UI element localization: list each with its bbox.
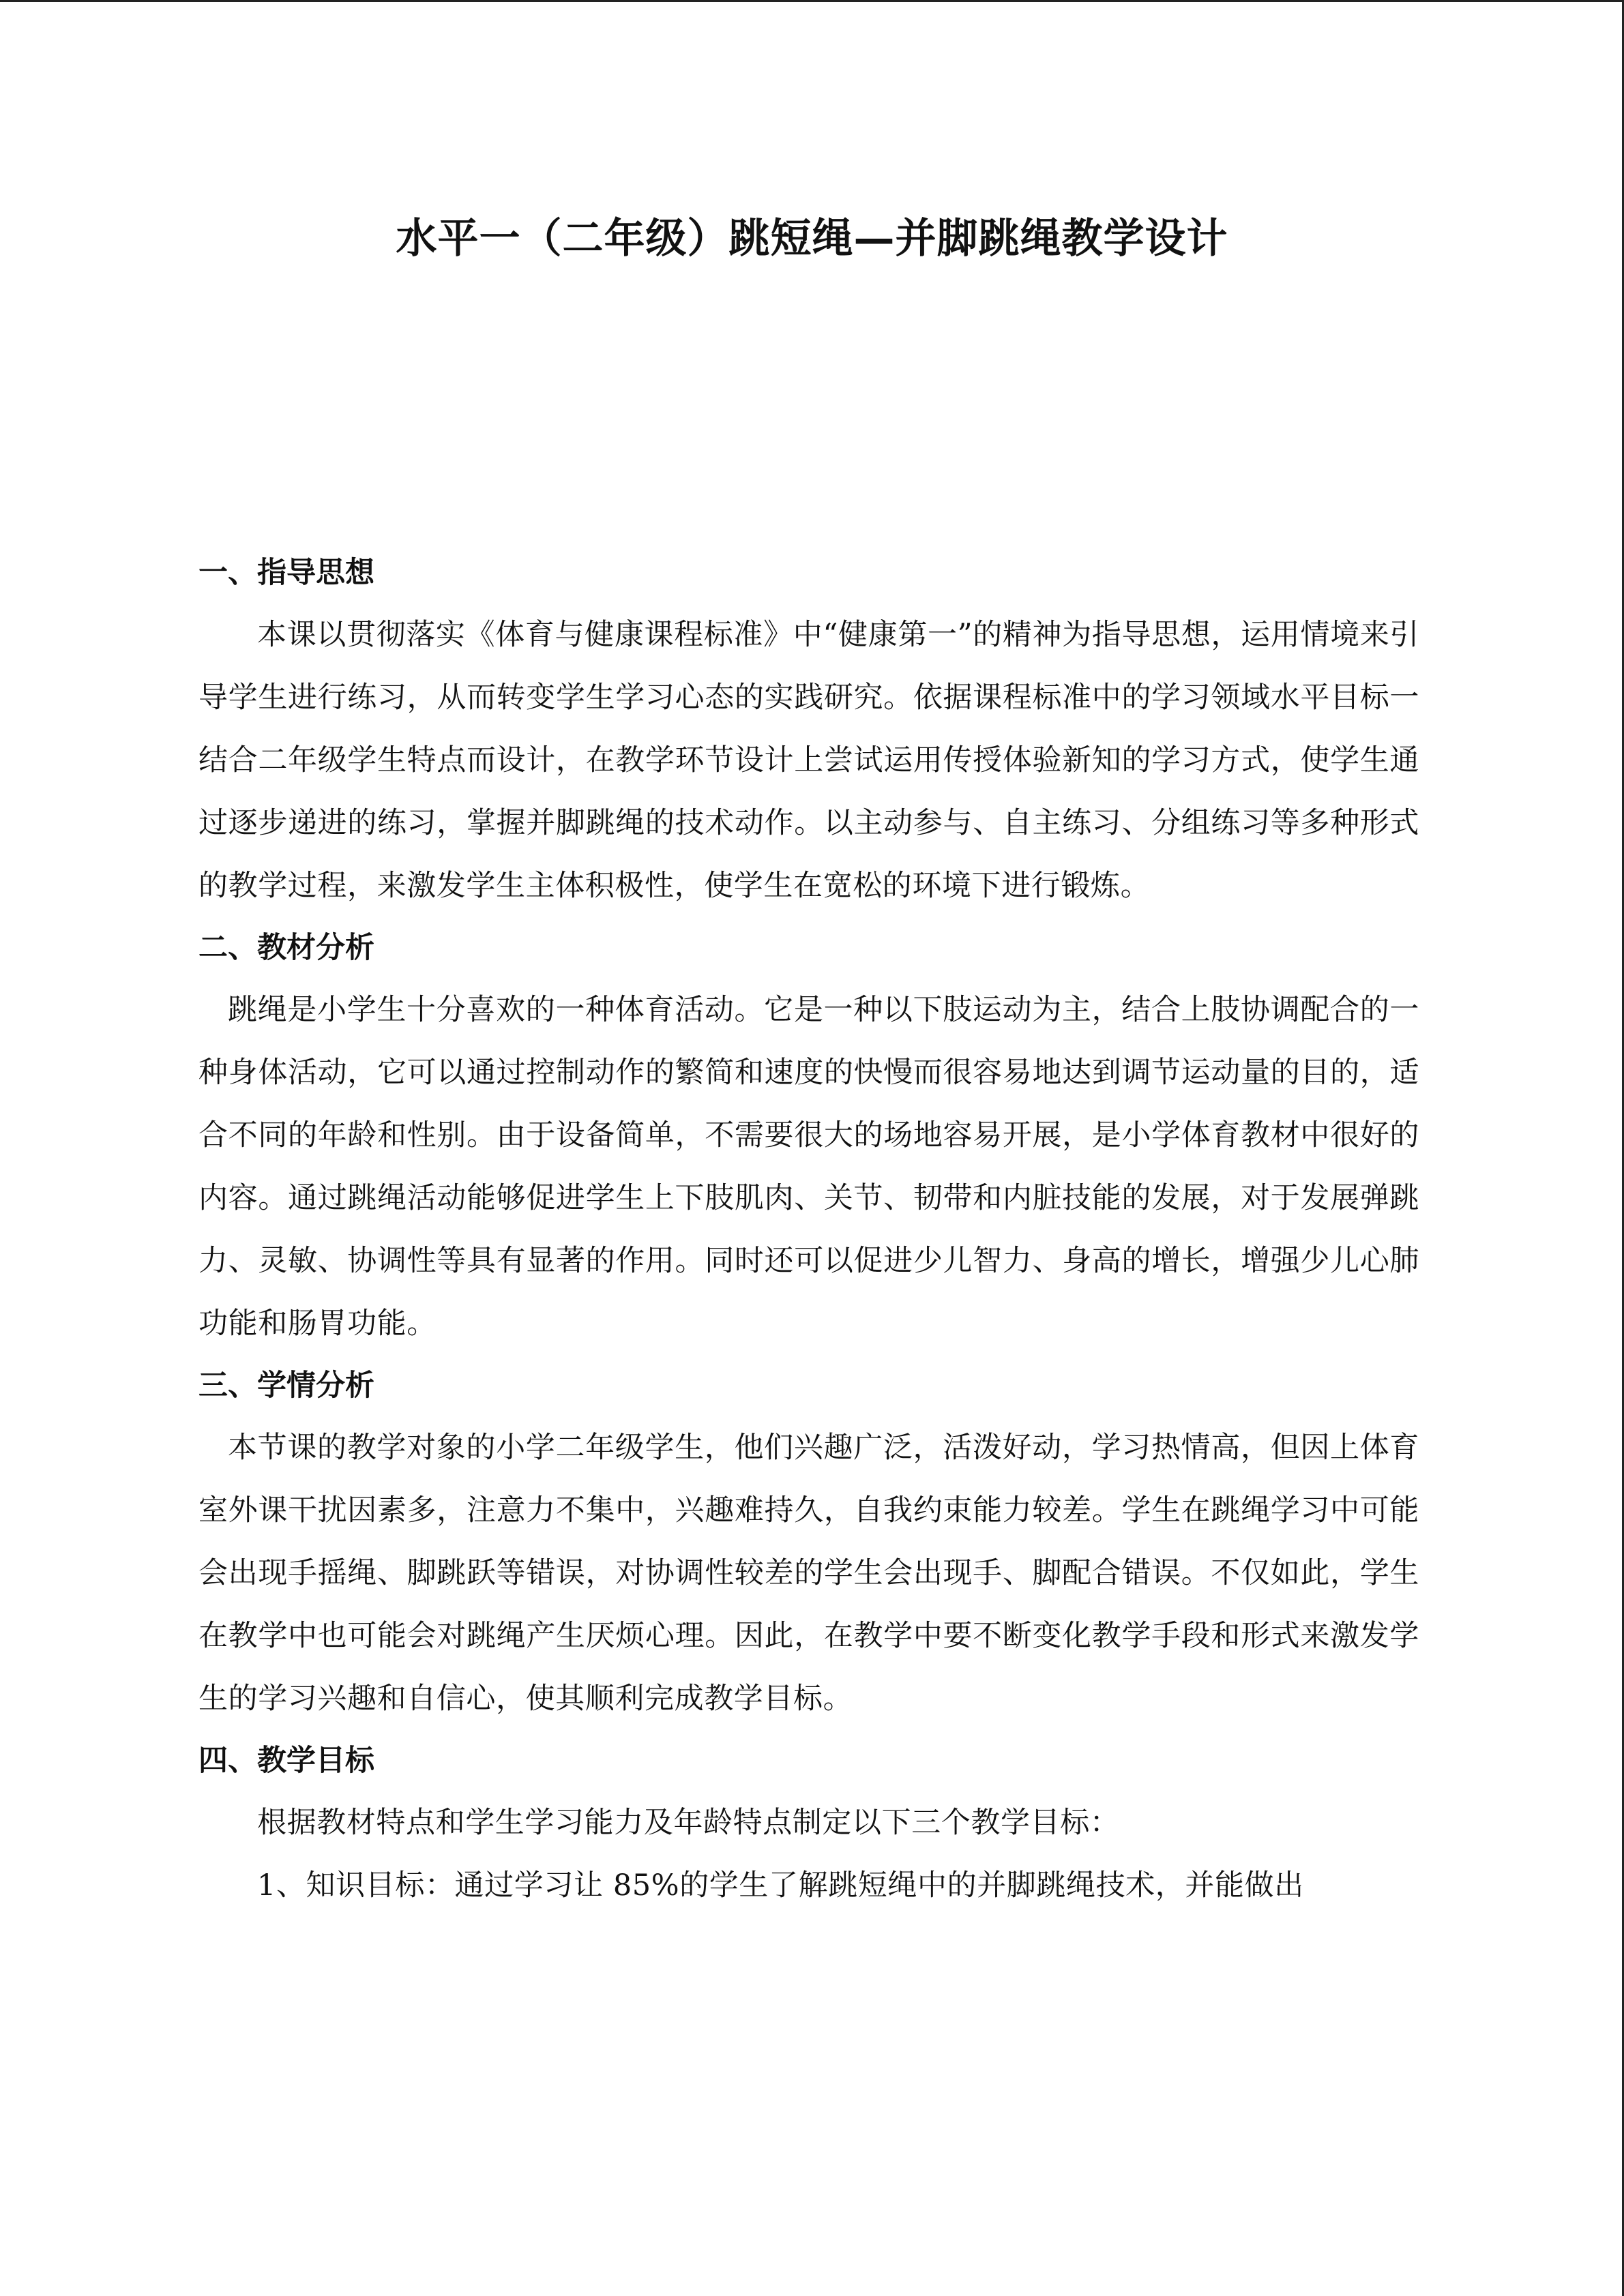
section-heading-material-analysis: 二、教材分析 [198, 931, 374, 965]
objectives-intro: 根据教材特点和学生学习能力及年龄特点制定以下三个教学目标： [257, 1806, 1120, 1840]
section-heading-guiding-ideology: 一、指导思想 [198, 556, 374, 590]
section-heading-learner-analysis: 三、学情分析 [198, 1369, 374, 1403]
section-heading-teaching-objectives: 四、教学目标 [198, 1744, 374, 1778]
document-title: 水平一（二年级）跳短绳—并脚跳绳教学设计 [396, 215, 1228, 263]
page-top-border [0, 0, 1624, 2]
section-paragraph-material-analysis: 跳绳是小学生十分喜欢的一种体育活动。它是一种以下肢运动为主，结合上肢协调配合的一种身体活动，它可以通过控制动作的繁简和速度的快慢而很容易地达到调节运动量的目的，适合不同的年龄和性别。由于设备简单，不需要很大的场地容易开展，是小学体育教材中很好的内容。通过跳绳活动能够促进学生上下肢肌肉、关节、韧带和内脏技能的发展，对于发展弹跳力、灵敏、协调性等具有显著的作用。同时还可以促进少儿智力、身高的增长，增强少儿心肺功能和肠胃功能。 [198, 993, 1419, 1341]
objective-item-knowledge: 1、知识目标：通过学习让 85%的学生了解跳短绳中的并脚跳绳技术，并能做出 [257, 1868, 1304, 1903]
section-paragraph-guiding-ideology: 本课以贯彻落实《体育与健康课程标准》中“健康第一”的精神为指导思想，运用情境来引导学生进行练习，从而转变学生学习心态的实践研究。依据课程标准中的学习领域水平目标一结合二年级学生特点而设计，在教学环节设计上尝试运用传授体验新知的学习方式，使学生通过逐步递进的练习，掌握并脚跳绳的技术动作。以主动参与、自主练习、分组练习等多种形式的教学过程，来激发学生主体积极性，使学生在宽松的环境下进行锻炼。 [198, 618, 1419, 903]
document-body [198, 542, 1419, 1917]
section-paragraph-learner-analysis: 本节课的教学对象的小学二年级学生，他们兴趣广泛，活泼好动，学习热情高，但因上体育室外课干扰因素多，注意力不集中，兴趣难持久，自我约束能力较差。学生在跳绳学习中可能会出现手摇绳、脚跳跃等错误，对协调性较差的学生会出现手、脚配合错误。不仅如此，学生在教学中也可能会对跳绳产生厌烦心理。因此，在教学中要不断变化教学手段和形式来激发学生的学习兴趣和自信心，使其顺利完成教学目标。 [198, 1431, 1419, 1716]
